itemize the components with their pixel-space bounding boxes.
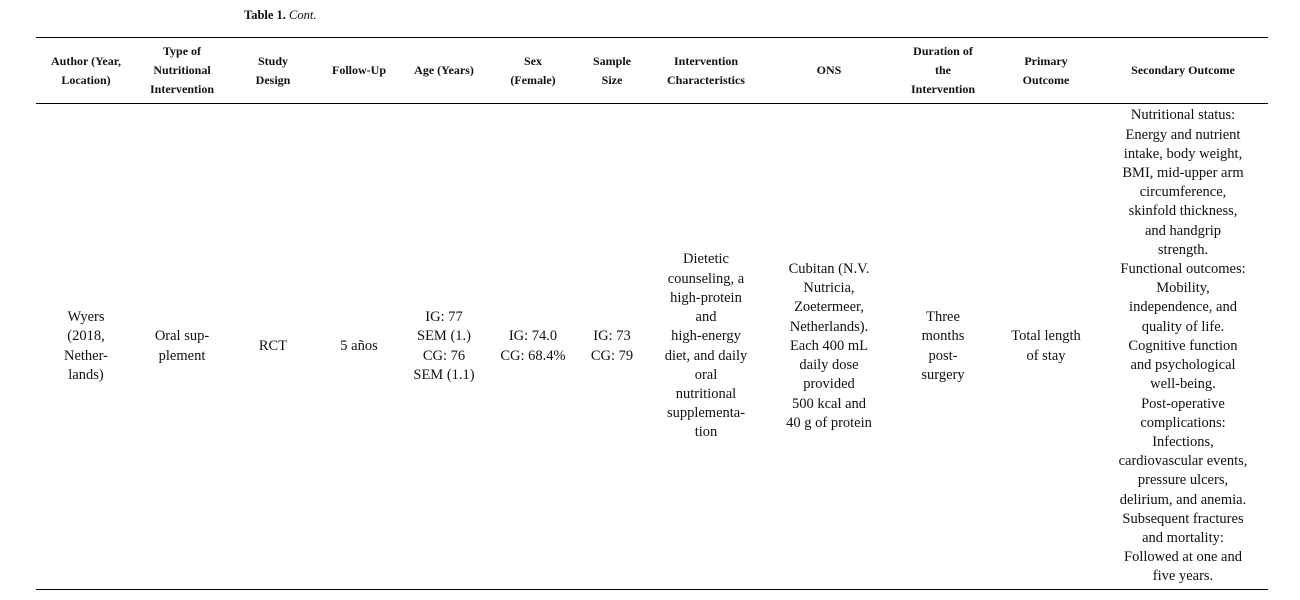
cell-author: Wyers (2018, Nether- lands)	[64, 309, 108, 383]
header-sample: Sample Size	[592, 53, 631, 87]
header-design: Study Design	[255, 53, 291, 87]
cell-duration: Three months post- surgery	[921, 309, 965, 383]
header-intervention: Intervention Characteristics	[667, 53, 745, 87]
table-caption-label: Table 1.	[244, 8, 286, 22]
header-type: Type of Nutritional Intervention	[150, 44, 214, 96]
header-secondary: Secondary Outcome	[1131, 63, 1235, 77]
cell-type: Oral sup- plement	[154, 328, 210, 364]
header-author: Author (Year, Location)	[50, 53, 121, 87]
header-ons: ONS	[816, 63, 842, 77]
studies-table	[36, 37, 1268, 590]
header-followup: Follow-Up	[332, 63, 386, 77]
cell-primary: Total length of stay	[1011, 328, 1081, 364]
header-primary: Primary Outcome	[1022, 53, 1070, 87]
table-caption	[244, 8, 316, 23]
cell-followup: 5 años	[340, 337, 378, 354]
cell-secondary: Nutritional status: Energy and nutrient intake, body weight, BMI, mid-upper arm circumference, skinfold thickness, and handgrip strength. Functional outcomes: Mobility, independence, and quality of life. Cognitive function and psychological well-being. Post-operative complications: Infections, cardiovascular events, pressure ulcers, delirium, and anemia. Subsequent fractures and mortality: Followed at one and five years.	[1118, 107, 1248, 585]
header-sex: Sex (Female)	[510, 53, 556, 87]
cell-design: RCT	[258, 337, 288, 354]
header-age: Age (Years)	[414, 63, 474, 77]
table-caption-text: Cont.	[289, 8, 317, 22]
cell-age: IG: 77 SEM (1.) CG: 76 SEM (1.1)	[413, 309, 475, 383]
cell-sample: IG: 73 CG: 79	[590, 328, 634, 364]
cell-intervention: Dietetic counseling, a high-protein and high-energy diet, and daily oral nutritional supplementa- tion	[664, 251, 748, 441]
header-duration: Duration of the Intervention	[911, 44, 975, 96]
header-row	[36, 38, 1268, 104]
table-row	[36, 104, 1268, 590]
cell-sex: IG: 74.0 CG: 68.4%	[500, 328, 566, 364]
cell-ons: Cubitan (N.V. Nutricia, Zoetermeer, Netherlands). Each 400 mL daily dose provided 500 kcal and 40 g of protein	[786, 261, 872, 431]
